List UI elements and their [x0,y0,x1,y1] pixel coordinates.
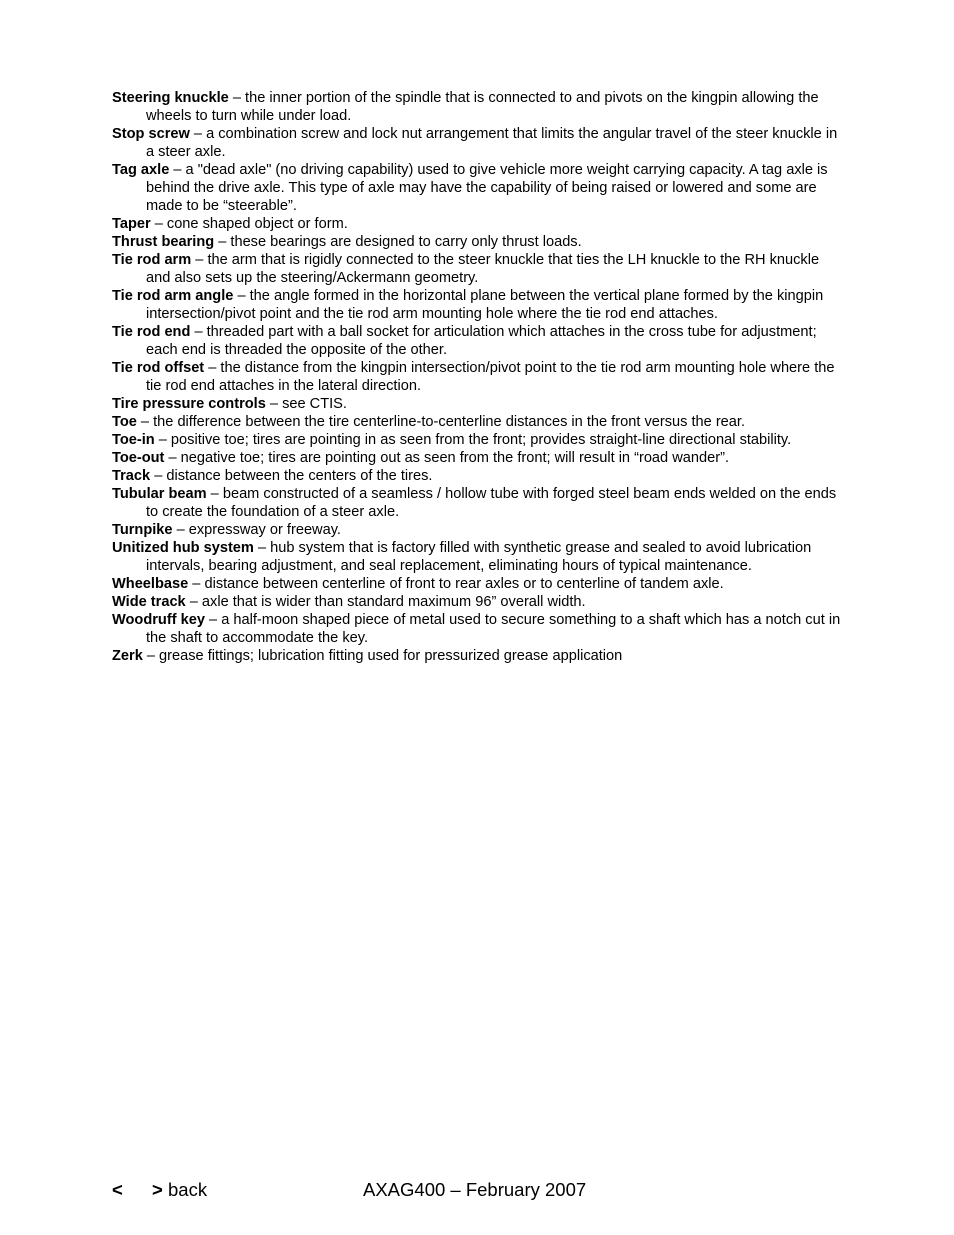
glossary-entry [112,413,847,431]
glossary-definition: – hub system that is factory filled with synthetic grease and sealed to avoid lubrication intervals, bearing adjustment, and seal replacement, eliminating hours of typical maintenance. [146,540,812,574]
glossary-entry [112,89,847,125]
glossary-term: Wide track [112,594,186,610]
glossary-definition: – positive toe; tires are pointing in as seen from the front; provides straight-line directional stability. [154,432,792,448]
glossary-term: Tubular beam [112,486,207,502]
glossary-entry [112,215,847,233]
back-link[interactable]: back [168,1179,208,1200]
glossary-definition: – a combination screw and lock nut arrangement that limits the angular travel of the steer knuckle in a steer axle. [146,126,838,160]
glossary-term: Tie rod arm [112,252,192,268]
glossary-entry [112,359,847,395]
glossary-entry [112,125,847,161]
glossary-term: Tire pressure controls [112,396,266,412]
next-page-link[interactable]: > [152,1179,163,1200]
glossary-definition: – negative toe; tires are pointing out as seen from the front; will result in “road wander”. [164,450,730,466]
page-footer [0,1178,954,1202]
glossary-entry [112,611,847,647]
glossary-entry [112,251,847,287]
glossary-term: Turnpike [112,522,173,538]
glossary-definition: – the distance from the kingpin intersection/pivot point to the tie rod arm mounting hole where the tie rod end attaches in the lateral direction. [146,360,835,394]
glossary-term: Unitized hub system [112,540,254,556]
glossary-term: Zerk [112,648,143,664]
glossary-definition: – axle that is wider than standard maximum 96” overall width. [185,594,586,610]
glossary-entry [112,539,847,575]
glossary-definition: – the inner portion of the spindle that is connected to and pivots on the kingpin allowing the wheels to turn while under load. [146,90,819,124]
glossary-term: Stop screw [112,126,190,142]
glossary-term: Steering knuckle [112,90,229,106]
glossary-term: Tie rod end [112,324,191,340]
glossary-definition: – distance between centerline of front to rear axles or to centerline of tandem axle. [188,576,724,592]
glossary-entry [112,395,847,413]
glossary-term: Woodruff key [112,612,205,628]
glossary-definition: – a "dead axle" (no driving capability) used to give vehicle more weight carrying capacity. A tag axle is behind the drive axle. This type of axle may have the capability of being raised or lowered and some are made to be “steerable”. [146,162,828,214]
glossary-term: Taper [112,216,151,232]
glossary-term: Wheelbase [112,576,189,592]
document-id: AXAG400 – February 2007 [363,1179,587,1200]
glossary-definition: – see CTIS. [265,396,347,412]
glossary-entry [112,233,847,251]
glossary-entry [112,575,847,593]
glossary-entry [112,431,847,449]
glossary-definition: – a half-moon shaped piece of metal used to secure something to a shaft which has a notch cut in the shaft to accommodate the key. [146,612,841,646]
glossary-entry [112,467,847,485]
glossary-definition: – the angle formed in the horizontal plane between the vertical plane formed by the kingpin intersection/pivot point and the tie rod arm mounting hole where the tie rod end attaches. [146,288,824,322]
glossary-term: Tie rod offset [112,360,205,376]
glossary-term: Tie rod arm angle [112,288,234,304]
glossary-entry [112,593,847,611]
glossary-term: Tag axle [112,162,170,178]
glossary-entry [112,161,847,215]
glossary-definition: – distance between the centers of the tires. [150,468,433,484]
glossary-term: Track [112,468,151,484]
glossary-entry [112,449,847,467]
glossary-term: Toe [112,414,137,430]
glossary-definition: – the difference between the tire centerline-to-centerline distances in the front versus the rear. [136,414,746,430]
glossary-term: Thrust bearing [112,234,215,250]
glossary-list [112,89,847,665]
glossary-definition: – expressway or freeway. [172,522,341,538]
glossary-term: Toe-in [112,432,155,448]
glossary-entry [112,521,847,539]
glossary-entry [112,485,847,521]
glossary-definition: – threaded part with a ball socket for articulation which attaches in the cross tube for adjustment; each end is threaded the opposite of the other. [146,324,817,358]
glossary-definition: – cone shaped object or form. [150,216,348,232]
glossary-definition: – beam constructed of a seamless / hollow tube with forged steel beam ends welded on the ends to create the foundation of a steer axle. [146,486,837,520]
glossary-definition: – the arm that is rigidly connected to the steer knuckle that ties the LH knuckle to the RH knuckle and also sets up the steering/Ackermann geometry. [146,252,820,286]
glossary-term: Toe-out [112,450,165,466]
previous-page-link[interactable]: < [112,1179,123,1200]
glossary-definition: – these bearings are designed to carry only thrust loads. [214,234,582,250]
glossary-definition: – grease fittings; lubrication fitting used for pressurized grease application [142,648,623,664]
glossary-entry [112,323,847,359]
glossary-entry [112,287,847,323]
glossary-entry [112,647,847,665]
